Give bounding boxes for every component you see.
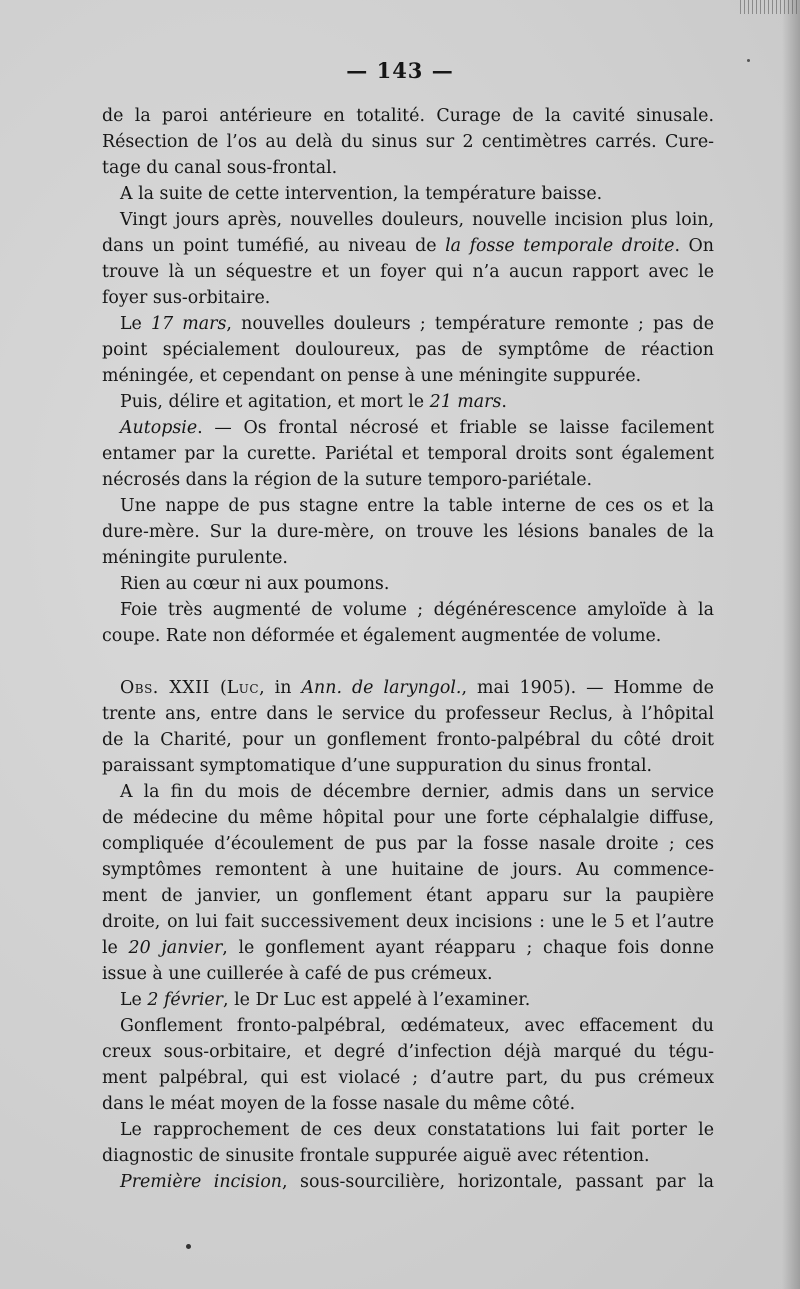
text-line — [102, 285, 714, 311]
text-line — [102, 597, 714, 623]
text-run: Gonflement fronto-palpébral, œdémateux, avec effacement du — [120, 1016, 714, 1036]
text-run: . — Os frontal nécrosé et friable se laisse facilement — [197, 418, 714, 438]
text-run: Le — [120, 314, 152, 334]
text-run: de la Charité, pour un gonflement fronto-palpébral du côté droit — [102, 730, 714, 750]
text-line — [102, 987, 714, 1013]
text-line — [102, 545, 714, 571]
text-run: méningite purulente. — [102, 548, 288, 568]
text-run: Le — [120, 990, 148, 1010]
text-line — [102, 935, 714, 961]
text-run: . On — [674, 236, 714, 256]
page-number: — 143 — — [346, 58, 454, 83]
text-run: de médecine du même hôpital pour une forte céphalalgie diffuse, — [102, 808, 714, 828]
page-edge-right — [782, 0, 800, 1289]
text-run: , sous-sourcilière, horizontale, passant par la — [282, 1172, 714, 1192]
text-run: nécrosés dans la région de la suture temporo-pariétale. — [102, 470, 593, 490]
text-run: ment de janvier, un gonflement étant apparu sur la paupière — [102, 886, 714, 906]
text-run: compliquée d’écoulement de pus par la fosse nasale droite ; ces — [102, 834, 714, 854]
text-line — [102, 207, 714, 233]
text-line — [102, 389, 714, 415]
text-line — [102, 467, 714, 493]
text-line — [102, 571, 714, 597]
text-run: ( — [209, 678, 227, 698]
italic-run: Ann. de laryngol. — [301, 678, 462, 698]
text-line — [102, 805, 714, 831]
text-run: Une nappe de pus stagne entre la table interne de ces os et la — [120, 496, 714, 516]
text-line — [102, 233, 714, 259]
italic-run: 17 mars — [151, 314, 227, 334]
text-run: issue à une cuillerée à café de pus crémeux. — [102, 964, 493, 984]
text-run: tage du canal sous-frontal. — [102, 158, 338, 178]
italic-run: la fosse temporale droite — [445, 236, 675, 256]
text-line — [102, 519, 714, 545]
text-run: coupe. Rate non déformée et également augmentée de volume. — [102, 626, 662, 646]
text-run: Rien au cœur ni aux poumons. — [120, 574, 390, 594]
text-line — [102, 415, 714, 441]
text-run: , in — [259, 678, 302, 698]
body-text — [102, 103, 714, 1195]
text-line — [102, 363, 714, 389]
text-run: dans un point tuméfié, au niveau de — [102, 236, 446, 256]
text-run: foyer sus-orbitaire. — [102, 288, 271, 308]
text-run: dure-mère. Sur la dure-mère, on trouve les lésions banales de la — [102, 522, 714, 542]
text-run: symptômes remontent à une huitaine de jours. Au commence- — [102, 860, 714, 880]
text-run: le — [102, 938, 129, 958]
text-line — [102, 259, 714, 285]
text-line — [102, 1117, 714, 1143]
text-line — [102, 623, 714, 649]
text-line — [102, 441, 714, 467]
text-run: . — [501, 392, 507, 412]
text-line — [102, 311, 714, 337]
text-line — [102, 155, 714, 181]
text-line — [102, 779, 714, 805]
italic-run: 21 mars — [429, 392, 502, 412]
italic-run: 2 février — [147, 990, 224, 1010]
text-line — [102, 181, 714, 207]
text-run: trouve là un séquestre et un foyer qui n’a aucun rapport avec le — [102, 262, 714, 282]
text-line — [102, 753, 714, 779]
text-line — [102, 675, 714, 701]
text-run: Le rapprochement de ces deux constatations lui fait porter le — [120, 1120, 714, 1140]
text-run: A la fin du mois de décembre dernier, admis dans un service — [120, 782, 714, 802]
text-run: creux sous-orbitaire, et degré d’infection déjà marqué du tégu- — [102, 1042, 714, 1062]
text-line — [102, 701, 714, 727]
text-line — [102, 1169, 714, 1195]
text-run: , le gonflement ayant réapparu ; chaque fois donne — [222, 938, 715, 958]
text-line — [102, 727, 714, 753]
ink-speck-bottom — [186, 1244, 191, 1249]
text-run: Résection de l’os au delà du sinus sur 2 centimètres carrés. Cure- — [102, 132, 714, 152]
text-run: droite, on lui fait successivement deux incisions : une le 5 et l’autre — [102, 912, 714, 932]
italic-run: Première incision — [120, 1172, 282, 1192]
text-run: A la suite de cette intervention, la température baisse. — [120, 184, 603, 204]
text-line — [102, 493, 714, 519]
text-line — [102, 883, 714, 909]
italic-run: 20 janvier — [128, 938, 223, 958]
text-line — [102, 103, 714, 129]
text-line — [102, 129, 714, 155]
text-line — [102, 831, 714, 857]
small-caps-run: Luc — [226, 678, 260, 698]
text-line — [102, 1039, 714, 1065]
text-line — [102, 961, 714, 987]
text-line — [102, 1013, 714, 1039]
text-run: , le Dr Luc est appelé à l’examiner. — [223, 990, 531, 1010]
text-run: entamer par la curette. Pariétal et temporal droits sont également — [102, 444, 714, 464]
paragraph-gap — [102, 649, 714, 675]
text-run: dans le méat moyen de la fosse nasale du même côté. — [102, 1094, 576, 1114]
text-line — [102, 337, 714, 363]
small-caps-run: Obs. XXII — [120, 678, 210, 698]
text-run: diagnostic de sinusite frontale suppurée aiguë avec rétention. — [102, 1146, 650, 1166]
text-run: trente ans, entre dans le service du professeur Reclus, à l’hôpital — [102, 704, 714, 724]
text-line — [102, 1065, 714, 1091]
text-run: , mai 1905). — Homme de — [461, 678, 714, 698]
text-run: point spécialement douloureux, pas de symptôme de réaction — [102, 340, 714, 360]
text-run: ment palpébral, qui est violacé ; d’autre part, du pus crémeux — [102, 1068, 714, 1088]
text-run: Puis, délire et agitation, et mort le — [120, 392, 430, 412]
italic-run: Autopsie — [120, 418, 198, 438]
text-line — [102, 857, 714, 883]
text-run: Foie très augmenté de volume ; dégénérescence amyloïde à la — [120, 600, 714, 620]
text-run: paraissant symptomatique d’une suppuration du sinus frontal. — [102, 756, 653, 776]
text-line — [102, 1091, 714, 1117]
text-run: de la paroi antérieure en totalité. Curage de la cavité sinusale. — [102, 106, 714, 126]
text-run: , nouvelles douleurs ; température remonte ; pas de — [226, 314, 714, 334]
text-run: Vingt jours après, nouvelles douleurs, nouvelle incision plus loin, — [120, 210, 714, 230]
text-line — [102, 909, 714, 935]
text-run: méningée, et cependant on pense à une méningite suppurée. — [102, 366, 642, 386]
text-line — [102, 1143, 714, 1169]
